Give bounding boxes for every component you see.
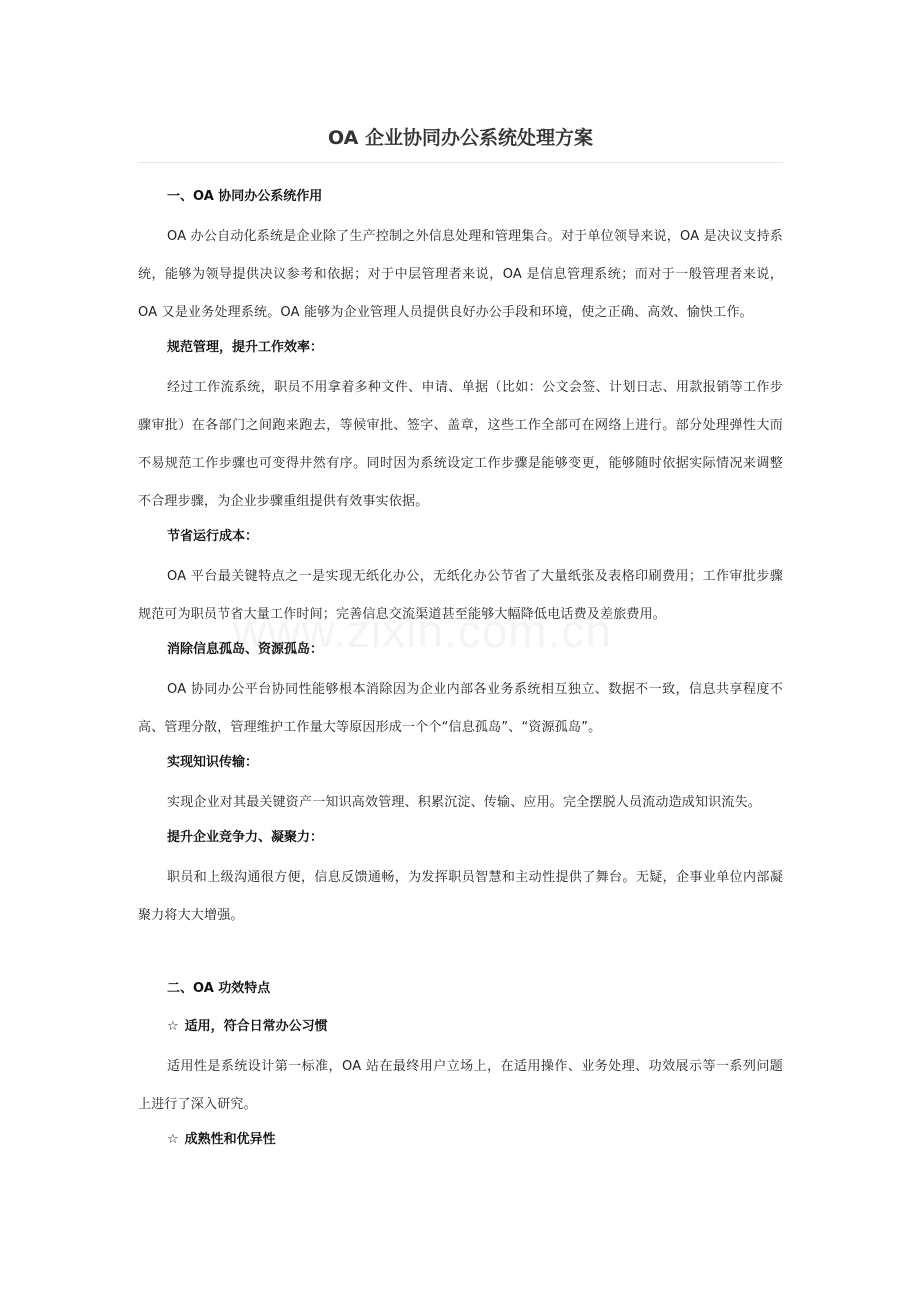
item-heading-knowledge: 实现知识传输： (167, 755, 259, 770)
star-icon: ☆ (167, 1132, 179, 1147)
document-title: OA 企业协同办公系统处理方案 (138, 121, 783, 163)
star-icon: ☆ (167, 1019, 179, 1034)
item-text-cost: OA 平台最关键特点之一是实现无纸化办公，无纸化办公节省了大量纸张及表格印刷费用；工作审批步骤规范可为职员节省大量工作时间；完善信息交流渠道甚至能够大幅降低电话费及差旅费用。 (138, 569, 783, 622)
feature-heading-practical-label: 适用，符合日常办公习惯 (184, 1019, 328, 1034)
item-heading-silos: 消除信息孤岛、资源孤岛： (167, 642, 324, 657)
section1-intro: OA 办公自动化系统是企业除了生产控制之外信息处理和管理集合。对于单位领导来说，OA 是决议支持系统，能够为领导提供决议参考和依据；对于中层管理者来说，OA 是信息管理系统；而对于一般管理者来说，OA 又是业务处理系统。OA 能够为企业管理人员提供良好办公手段和环境，使之正确、高效、愉快工作。 (138, 229, 783, 320)
item-heading-cost: 节省运行成本： (167, 529, 259, 544)
section1-heading: 一、OA 协同办公系统作用 (167, 189, 323, 204)
document-page (138, 0, 783, 1149)
item-heading-efficiency: 规范管理，提升工作效率： (167, 340, 324, 355)
feature-heading-maturity (138, 1130, 783, 1149)
section2-heading: 二、OA 功效特点 (167, 981, 271, 996)
feature-heading-practical (138, 1017, 783, 1036)
feature-text-practical: 适用性是系统设计第一标准，OA 站在最终用户立场上，在适用操作、业务处理、功效展示等一系列问题上进行了深入研究。 (138, 1059, 783, 1112)
item-heading-competitiveness: 提升企业竞争力、凝聚力： (167, 830, 324, 845)
item-text-silos: OA 协同办公平台协同性能够根本消除因为企业内部各业务系统相互独立、数据不一致，信息共享程度不高、管理分散，管理维护工作量大等原因形成一个个“信息孤岛”、“资源孤岛”。 (138, 682, 783, 735)
item-text-competitiveness: 职员和上级沟通很方便，信息反馈通畅，为发挥职员智慧和主动性提供了舞台。无疑，企事业单位内部凝聚力将大大增强。 (138, 870, 783, 923)
item-text-knowledge: 实现企业对其最关键资产一知识高效管理、积累沉淀、传输、应用。完全摆脱人员流动造成知识流失。 (167, 795, 762, 810)
feature-heading-maturity-label: 成熟性和优异性 (184, 1132, 276, 1147)
item-text-efficiency: 经过工作流系统，职员不用拿着多种文件、申请、单据（比如：公文会签、计划日志、用款报销等工作步骤审批）在各部门之间跑来跑去，等候审批、签字、盖章，这些工作全部可在网络上进行。部分处理弹性大而不易规范工作步骤也可变得井然有序。同时因为系统设定工作步骤是能够变更，能够随时依据实际情况来调整不合理步骤，为企业步骤重组提供有效事实依据。 (138, 380, 783, 509)
